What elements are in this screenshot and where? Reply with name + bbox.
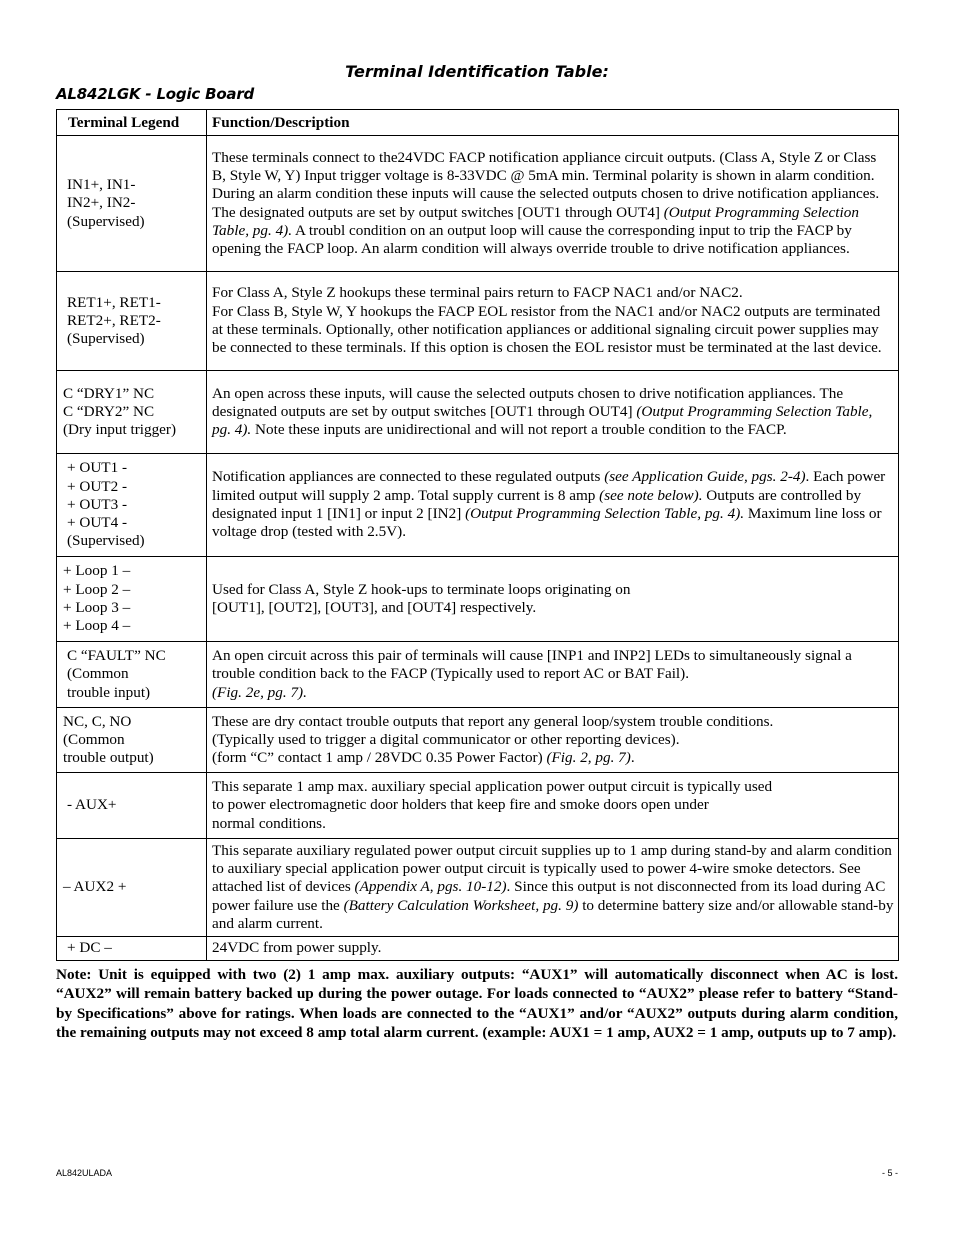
table-row xyxy=(57,557,899,642)
terminal-table xyxy=(56,109,899,961)
terminal-legend-cell xyxy=(57,642,207,708)
description-text: These are dry contact trouble outputs that report any general loop/system trouble conditions. xyxy=(212,712,774,730)
terminal-legend-line: RET1+, RET1- xyxy=(67,293,161,311)
terminal-legend-line: RET2+, RET2- xyxy=(67,311,161,329)
function-description-cell xyxy=(207,773,899,839)
terminal-legend-line: IN1+, IN1- xyxy=(67,176,136,194)
table-row xyxy=(57,371,899,454)
terminal-legend-cell xyxy=(57,708,207,773)
description-text: Note these inputs are unidirectional and will not report a trouble condition to the FACP. xyxy=(251,421,787,439)
note-paragraph: Note: Unit is equipped with two (2) 1 amp max. auxiliary outputs: “AUX1” will automatically disconnect when AC is lost. “AUX2” will remain battery backed up during the power outage. For loads connected to “AUX2” please refer to battery “Stand-by Specifications” above for ratings. When loads are connected to the “AUX1” and/or “AUX2” outputs during alarm condition, the remaining outputs may not exceed 8 amp total alarm current. (example: AUX1 = 1 amp, AUX2 = 1 amp, outputs up to 7 amp). xyxy=(56,966,898,1042)
description-text: [OUT1], [OUT2], [OUT3], and [OUT4] respectively. xyxy=(212,599,537,616)
table-row xyxy=(57,272,899,371)
function-description-cell xyxy=(207,272,899,371)
terminal-legend-line: - AUX+ xyxy=(67,796,117,814)
function-description-cell xyxy=(207,454,899,557)
table-row xyxy=(57,454,899,557)
description-reference: (see Application Guide, pgs. 2-4) xyxy=(604,468,806,486)
page-title: Terminal Identification Table: xyxy=(345,62,609,81)
description-text: These terminals connect to the24VDC FACP notification appliance circuit outputs. (Class A, Style Z or Class B, Style W, Y) Input trigger voltage is 8-33VDC @ 5mA min. Terminal polarity is shown in alarm condition. During an alarm condition these inputs will cause the selected outputs chosen to drive notification appliances. The designated outputs are set by output switches [OUT1 through OUT4] xyxy=(212,148,880,221)
terminal-legend-line: (Common xyxy=(63,730,125,748)
description-text: For Class B, Style W, Y hookups the FACP EOL resistor from the NAC1 and/or NAC2 outputs are terminated at these terminals. Optionally, other notification appliances or additional signaling circuit power supplies may be connected to these terminals. If this option is chosen the EOL resistor must be terminated at the last device. xyxy=(212,302,882,357)
terminal-legend-line: (Supervised) xyxy=(67,212,145,230)
description-text: to power electromagnetic door holders that keep fire and smoke doors open under xyxy=(212,796,709,814)
terminal-legend-cell xyxy=(57,937,207,961)
terminal-legend-line: trouble output) xyxy=(63,749,154,767)
description-text: . xyxy=(630,749,635,767)
description-reference: (Output Programming Selection Table, pg. 4). xyxy=(212,203,859,239)
terminal-legend-line: + Loop 3 – xyxy=(63,599,131,616)
function-description-cell xyxy=(207,136,899,272)
terminal-legend-line: + DC – xyxy=(67,939,112,957)
terminal-legend-line: (Dry input trigger) xyxy=(63,421,177,439)
table-row xyxy=(57,937,899,961)
description-text: An open circuit across this pair of terminals will cause [INP1 and INP2] LEDs to simultaneously signal a trouble condition back to the FACP (Typically used to report AC or BAT Fail). xyxy=(212,647,852,683)
header-function-description: Function/Description xyxy=(207,110,899,136)
footer-doc-id: AL842ULADA xyxy=(56,1168,113,1178)
terminal-legend-cell xyxy=(57,454,207,557)
board-subtitle: AL842LGK - Logic Board xyxy=(56,85,255,103)
terminal-legend-line: IN2+, IN2- xyxy=(67,194,136,212)
description-text: 24VDC from power supply. xyxy=(212,939,382,957)
description-reference: (Output Programming Selection Table, pg. 4). xyxy=(465,505,745,522)
description-text: (Typically used to trigger a digital communicator or other reporting devices). xyxy=(212,730,680,748)
description-text: An open across these inputs, will cause the selected outputs chosen to drive notification appliances. The designated outputs are set by output switches [OUT1 through OUT4] xyxy=(212,384,844,420)
function-description-cell xyxy=(207,708,899,773)
function-description-cell xyxy=(207,557,899,642)
description-text: (form “C” contact 1 amp / 28VDC 0.35 Power Factor) xyxy=(212,749,547,767)
terminal-legend-cell xyxy=(57,136,207,272)
description-reference: (Fig. 2, pg. 7) xyxy=(546,749,631,767)
terminal-legend-cell xyxy=(57,272,207,371)
terminal-legend-line: + Loop 4 – xyxy=(63,617,131,635)
description-text: to determine battery size and/or allowable stand-by and alarm current. xyxy=(212,896,894,932)
function-description-cell xyxy=(207,839,899,937)
description-text: . Each power limited output will supply 2 amp. Total supply current is 8 amp xyxy=(212,468,886,504)
description-text: A troubl condition on an output loop will cause the corresponding input to trip the FACP by opening the FACP loop. An alarm condition will always override trouble to drive notification appliances. xyxy=(212,221,852,258)
function-description-cell xyxy=(207,937,899,961)
terminal-legend-line: (Common xyxy=(67,665,129,683)
description-text: This separate auxiliary regulated power output circuit supplies up to 1 amp during stand-by and alarm condition to auxiliary special application power output circuit is typically used to power 4-wire smoke detectors. See attached list of devices xyxy=(212,841,892,896)
table-row xyxy=(57,642,899,708)
terminal-legend-line: + OUT1 - xyxy=(67,459,128,477)
terminal-legend-cell xyxy=(57,773,207,839)
footer-page-number: - 5 - xyxy=(881,1168,898,1178)
description-text: This separate 1 amp max. auxiliary special application power output circuit is typically used xyxy=(212,778,773,796)
table-body xyxy=(57,136,899,961)
description-reference: (Fig. 2e, pg. 7). xyxy=(212,683,307,701)
table-row xyxy=(57,839,899,937)
terminal-legend-line: + OUT2 - xyxy=(67,477,128,495)
terminal-legend-cell xyxy=(57,557,207,642)
terminal-legend-line: – AUX2 + xyxy=(63,878,127,896)
description-text: Maximum line loss or voltage drop (tested with 2.5V). xyxy=(212,505,882,541)
function-description-cell xyxy=(207,642,899,708)
terminal-legend-line: NC, C, NO xyxy=(63,712,132,730)
description-reference: (see note below). xyxy=(599,486,703,504)
description-text: For Class A, Style Z hookups these terminal pairs return to FACP NAC1 and/or NAC2. xyxy=(212,284,743,302)
terminal-legend-line: C “DRY1” NC xyxy=(63,384,155,402)
description-text: Notification appliances are connected to these regulated outputs xyxy=(212,468,605,486)
table-header-row xyxy=(57,110,899,136)
description-reference: (Battery Calculation Worksheet, pg. 9) xyxy=(343,896,579,914)
terminal-legend-line: + Loop 1 – xyxy=(63,562,131,580)
terminal-legend-line: trouble input) xyxy=(67,683,151,701)
terminal-legend-line: C “DRY2” NC xyxy=(63,402,155,420)
table-row xyxy=(57,773,899,839)
terminal-legend-line: + OUT3 - xyxy=(67,495,128,513)
terminal-legend-cell xyxy=(57,839,207,937)
description-text: Used for Class A, Style Z hook-ups to terminate loops originating on xyxy=(212,580,631,598)
terminal-legend-line: (Supervised) xyxy=(67,330,145,348)
terminal-legend-line: (Supervised) xyxy=(67,532,145,550)
table-row xyxy=(57,136,899,272)
description-text: normal conditions. xyxy=(212,814,326,832)
description-reference: (Appendix A, pgs. 10-12) xyxy=(354,878,507,896)
terminal-legend-line: + OUT4 - xyxy=(67,514,128,532)
terminal-legend-line: + Loop 2 – xyxy=(63,580,131,598)
header-terminal-legend: Terminal Legend xyxy=(57,110,207,136)
description-text: Outputs are controlled by designated input 1 [IN1] or input 2 [IN2] xyxy=(212,486,862,522)
table-row xyxy=(57,708,899,773)
description-text: . Since this output is not disconnected from its load during AC power failure use the xyxy=(212,878,886,914)
function-description-cell xyxy=(207,371,899,454)
terminal-legend-cell xyxy=(57,371,207,454)
description-reference: (Output Programming Selection Table, pg. 4). xyxy=(212,402,873,439)
terminal-legend-line: C “FAULT” NC xyxy=(67,647,166,665)
